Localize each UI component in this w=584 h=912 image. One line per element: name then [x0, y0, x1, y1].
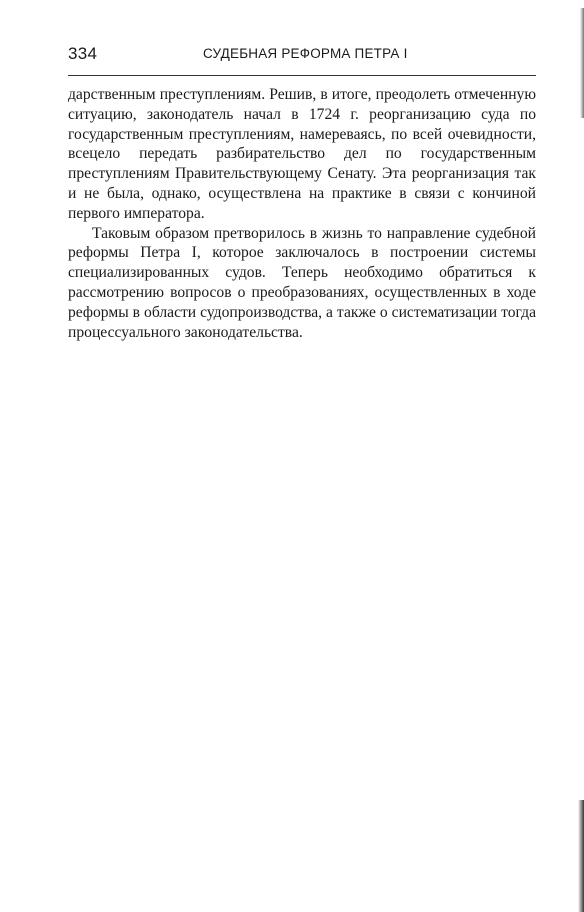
header-divider: [68, 75, 536, 76]
page-edge-shadow: [578, 800, 584, 912]
paragraph: Таковым образом претворилось в жизнь то направление судебной реформы Петра I, которое заключалось в построении системы специализированных судов. Теперь необходимо обратиться к рассмотрению вопросов о преобразованиях, осуществленных в ходе реформы в области судопроизводства, а также о систематизации тогда процессуального законодательства.: [68, 224, 536, 341]
page-header: [68, 44, 536, 74]
page-number: 334: [68, 44, 98, 63]
paragraph: дарственным преступлениям. Решив, в итоге, преодолеть отмеченную ситуацию, законодатель начал в 1724 г. реорганизацию суда по государственным преступлениям, намереваясь, по всей очевидности, всецело передать разбирательство дел по государственным преступлениям Правительствующему Сенату. Эта реорганизация так и не была, однако, осуществлена на практике в связи с кончиной первого императора.: [68, 86, 536, 222]
running-title: СУДЕБНАЯ РЕФОРМА ПЕТРА I: [203, 46, 408, 61]
page-edge-shadow: [580, 8, 584, 118]
body-text: [68, 85, 536, 342]
